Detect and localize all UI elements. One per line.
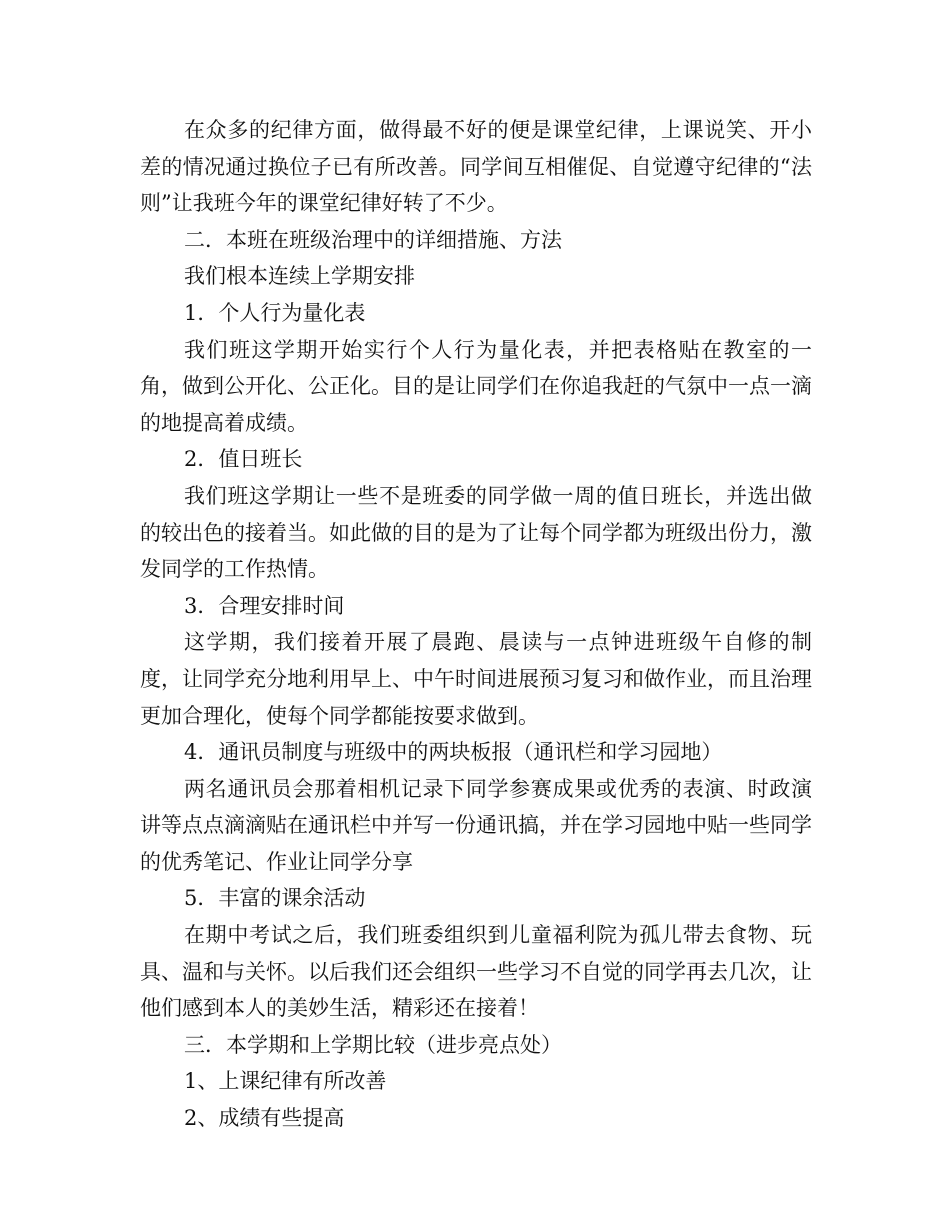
document-body bbox=[140, 112, 812, 1137]
subheading-3: 3．合理安排时间 bbox=[184, 593, 345, 618]
subheading-5: 5．丰富的课余活动 bbox=[184, 886, 366, 911]
list-item-1: 1、上课纪律有所改善 bbox=[184, 1069, 387, 1094]
subheading-1: 1．个人行为量化表 bbox=[184, 300, 366, 325]
paragraph-discipline: 在众多的纪律方面，做得最不好的便是课堂纪律，上课说笑、开小差的情况通过换位子已有所改善。同学间互相催促、自觉遵守纪律的“法则”让我班今年的课堂纪律好转了不少。 bbox=[140, 118, 812, 216]
heading-section-2: 二．本班在班级治理中的详细措施、方法 bbox=[184, 227, 562, 252]
paragraph-3: 这学期，我们接着开展了晨跑、晨读与一点钟进班级午自修的制度，让同学充分地利用早上、中午时间进展预习复习和做作业，而且治理更加合理化，使每个同学都能按要求做到。 bbox=[140, 630, 812, 728]
paragraph-intro: 我们根本连续上学期安排 bbox=[184, 264, 415, 289]
subheading-2: 2．值日班长 bbox=[184, 447, 303, 472]
paragraph-5: 在期中考试之后，我们班委组织到儿童福利院为孤儿带去食物、玩具、温和与关怀。以后我们还会组织一些学习不自觉的同学再去几次，让他们感到本人的美妙生活，精彩还在接着！ bbox=[140, 923, 812, 1021]
paragraph-1: 我们班这学期开始实行个人行为量化表，并把表格贴在教室的一角，做到公开化、公正化。目的是让同学们在你追我赶的气氛中一点一滴的地提高着成绩。 bbox=[140, 337, 812, 435]
list-item-2: 2、成绩有些提高 bbox=[184, 1106, 345, 1131]
paragraph-2: 我们班这学期让一些不是班委的同学做一周的值日班长，并选出做的较出色的接着当。如此做的目的是为了让每个同学都为班级出份力，激发同学的工作热情。 bbox=[140, 483, 812, 582]
subheading-4: 4．通讯员制度与班级中的两块板报（通讯栏和学习园地） bbox=[184, 740, 723, 765]
heading-section-3: 三．本学期和上学期比较（进步亮点处） bbox=[184, 1032, 562, 1057]
paragraph-4: 两名通讯员会那着相机记录下同学参赛成果或优秀的表演、时政演讲等点点滴滴贴在通讯栏中并写一份通讯搞，并在学习园地中贴一些同学的优秀笔记、作业让同学分享 bbox=[140, 776, 812, 874]
